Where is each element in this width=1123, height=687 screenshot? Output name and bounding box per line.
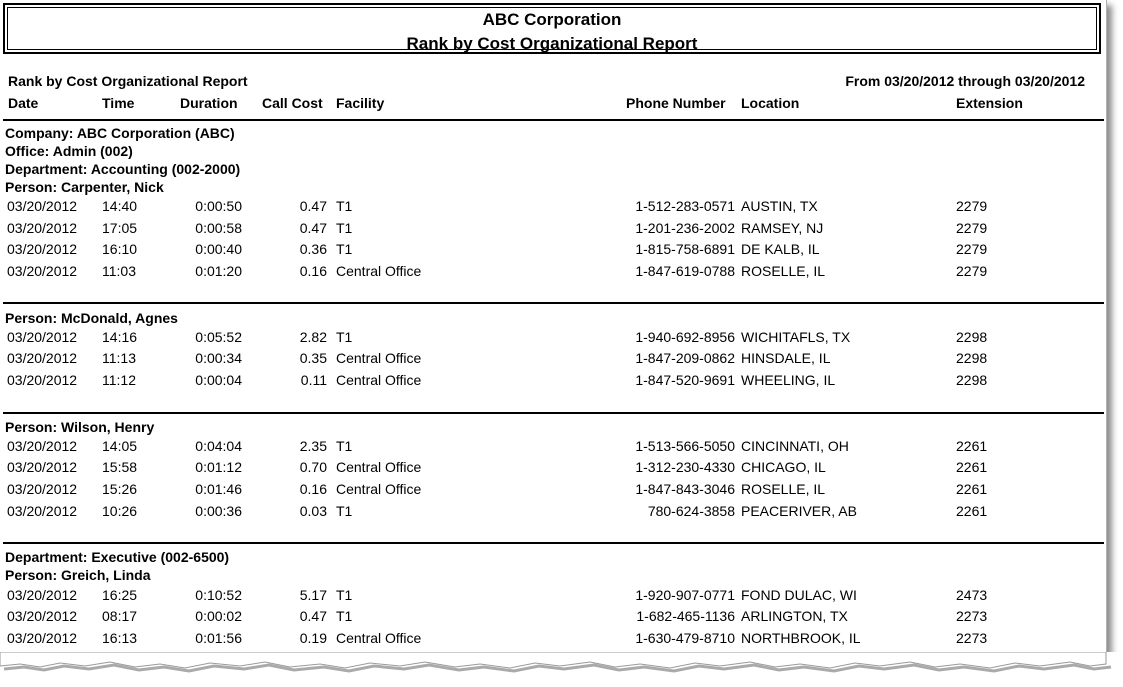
- cell-location: DE KALB, IL: [741, 241, 820, 257]
- table-row: [0, 630, 1106, 650]
- cell-location: ROSELLE, IL: [741, 481, 826, 497]
- column-header-phone-number: Phone Number: [626, 95, 726, 111]
- column-header-location: Location: [741, 95, 800, 111]
- cell-time: 15:58: [102, 459, 138, 475]
- person-heading: Person: McDonald, Agnes: [5, 310, 178, 326]
- column-header-date: Date: [8, 95, 39, 111]
- table-row: [0, 459, 1106, 479]
- cell-phone-number: 1-682-465-1136: [636, 608, 735, 624]
- cell-date: 03/20/2012: [7, 241, 78, 257]
- cell-facility: T1: [336, 220, 353, 236]
- cell-date: 03/20/2012: [7, 198, 78, 214]
- cell-location: PEACERIVER, AB: [741, 503, 857, 519]
- cell-time: 17:05: [102, 220, 138, 236]
- cell-extension: 2279: [956, 241, 988, 257]
- cell-call-cost: 2.35: [299, 438, 327, 454]
- cell-phone-number: 1-847-520-9691: [635, 372, 735, 388]
- cell-facility: Central Office: [336, 350, 422, 366]
- cell-call-cost: 0.47: [299, 198, 327, 214]
- cell-date: 03/20/2012: [7, 608, 78, 624]
- cell-facility: T1: [336, 608, 353, 624]
- cell-call-cost: 0.19: [299, 630, 327, 646]
- cell-extension: 2298: [956, 329, 988, 345]
- cell-duration: 0:01:20: [195, 263, 242, 279]
- cell-phone-number: 1-513-566-5050: [635, 438, 735, 454]
- cell-phone-number: 1-847-209-0862: [635, 350, 735, 366]
- cell-extension: 2261: [956, 459, 988, 475]
- cell-facility: T1: [336, 587, 353, 603]
- cell-location: WICHITAFLS, TX: [741, 329, 851, 345]
- cell-date: 03/20/2012: [7, 220, 78, 236]
- report-title-box: [3, 3, 1101, 54]
- report-title: Rank by Cost Organizational Report: [406, 34, 698, 53]
- cell-facility: T1: [336, 329, 353, 345]
- cell-phone-number: 1-201-236-2002: [635, 220, 735, 236]
- cell-time: 14:16: [102, 329, 138, 345]
- cell-call-cost: 0.11: [300, 372, 327, 388]
- cell-time: 11:13: [102, 350, 136, 366]
- cell-facility: Central Office: [336, 372, 422, 388]
- cell-date: 03/20/2012: [7, 350, 78, 366]
- cell-duration: 0:01:46: [195, 481, 242, 497]
- cell-phone-number: 1-512-283-0571: [635, 198, 735, 214]
- cell-duration: 0:05:52: [195, 329, 242, 345]
- cell-duration: 0:00:58: [195, 220, 242, 236]
- cell-call-cost: 5.17: [299, 587, 327, 603]
- cell-duration: 0:00:02: [195, 608, 242, 624]
- cell-extension: 2261: [956, 438, 988, 454]
- cell-date: 03/20/2012: [7, 372, 78, 388]
- cell-facility: T1: [336, 503, 353, 519]
- section-divider: [3, 542, 1104, 544]
- date-range: From 03/20/2012 through 03/20/2012: [845, 73, 1085, 89]
- cell-location: ARLINGTON, TX: [741, 608, 848, 624]
- cell-facility: Central Office: [336, 630, 422, 646]
- cell-time: 15:26: [102, 481, 138, 497]
- cell-duration: 0:10:52: [195, 587, 242, 603]
- cell-location: CHICAGO, IL: [741, 459, 826, 475]
- cell-phone-number: 1-630-479-8710: [635, 630, 735, 646]
- cell-facility: Central Office: [336, 481, 422, 497]
- cell-duration: 0:01:56: [195, 630, 242, 646]
- cell-extension: 2261: [956, 503, 988, 519]
- section-divider: [3, 302, 1104, 304]
- cell-extension: 2261: [956, 481, 988, 497]
- section-divider: [3, 412, 1104, 414]
- department-heading: Department: Accounting (002-2000): [5, 161, 241, 177]
- cell-extension: 2298: [956, 372, 988, 388]
- cell-location: AUSTIN, TX: [741, 198, 818, 214]
- cell-time: 14:40: [102, 198, 138, 214]
- cell-duration: 0:00:40: [195, 241, 242, 257]
- cell-date: 03/20/2012: [7, 263, 78, 279]
- person-heading: Person: Greich, Linda: [5, 567, 151, 583]
- cell-time: 16:10: [102, 241, 138, 257]
- cell-call-cost: 0.16: [299, 263, 327, 279]
- table-row: [0, 438, 1106, 458]
- cell-date: 03/20/2012: [7, 630, 78, 646]
- cell-duration: 0:00:50: [195, 198, 242, 214]
- cell-call-cost: 0.03: [299, 503, 327, 519]
- cell-duration: 0:00:36: [195, 503, 242, 519]
- cell-date: 03/20/2012: [7, 459, 78, 475]
- company-heading: Company: ABC Corporation (ABC): [5, 125, 235, 141]
- table-row: [0, 220, 1106, 240]
- cell-time: 14:05: [102, 438, 138, 454]
- table-row: [0, 241, 1106, 261]
- cell-call-cost: 0.47: [299, 608, 327, 624]
- cell-extension: 2279: [956, 263, 988, 279]
- cell-call-cost: 0.35: [299, 350, 327, 366]
- cell-time: 10:26: [102, 503, 138, 519]
- torn-edge: [0, 652, 1123, 687]
- column-header-time: Time: [102, 95, 135, 111]
- office-heading: Office: Admin (002): [5, 143, 133, 159]
- cell-call-cost: 0.70: [299, 459, 327, 475]
- cell-duration: 0:01:12: [195, 459, 242, 475]
- table-row: [0, 587, 1106, 607]
- cell-extension: 2273: [956, 608, 988, 624]
- cell-duration: 0:00:34: [195, 350, 242, 366]
- cell-date: 03/20/2012: [7, 438, 78, 454]
- cell-extension: 2279: [956, 220, 988, 236]
- person-heading: Person: Carpenter, Nick: [5, 179, 164, 195]
- table-row: [0, 608, 1106, 628]
- cell-facility: Central Office: [336, 459, 422, 475]
- cell-time: 08:17: [102, 608, 138, 624]
- cell-time: 16:13: [102, 630, 138, 646]
- cell-location: ROSELLE, IL: [741, 263, 826, 279]
- table-row: [0, 372, 1106, 392]
- table-row: [0, 481, 1106, 501]
- cell-duration: 0:04:04: [195, 438, 242, 454]
- column-header-facility: Facility: [336, 95, 385, 111]
- cell-time: 11:12: [102, 372, 136, 388]
- table-row: [0, 329, 1106, 349]
- company-title: ABC Corporation: [482, 10, 622, 29]
- table-row: [0, 503, 1106, 523]
- cell-location: CINCINNATI, OH: [741, 438, 849, 454]
- cell-phone-number: 1-815-758-6891: [635, 241, 735, 257]
- cell-phone-number: 1-847-843-3046: [635, 481, 735, 497]
- cell-extension: 2273: [956, 630, 988, 646]
- cell-call-cost: 0.36: [299, 241, 327, 257]
- cell-phone-number: 1-920-907-0771: [635, 587, 735, 603]
- cell-time: 11:03: [102, 263, 136, 279]
- cell-location: RAMSEY, NJ: [741, 220, 824, 236]
- cell-call-cost: 2.82: [299, 329, 327, 345]
- cell-location: HINSDALE, IL: [741, 350, 831, 366]
- cell-facility: T1: [336, 241, 353, 257]
- cell-facility: Central Office: [336, 263, 422, 279]
- cell-time: 16:25: [102, 587, 138, 603]
- department-heading: Department: Executive (002-6500): [5, 549, 230, 565]
- cell-phone-number: 1-940-692-8956: [635, 329, 735, 345]
- person-heading: Person: Wilson, Henry: [5, 419, 155, 435]
- table-row: [0, 350, 1106, 370]
- cell-phone-number: 780-624-3858: [647, 503, 735, 519]
- table-row: [0, 198, 1106, 218]
- cell-call-cost: 0.16: [299, 481, 327, 497]
- cell-location: NORTHBROOK, IL: [741, 630, 861, 646]
- cell-facility: T1: [336, 198, 353, 214]
- cell-date: 03/20/2012: [7, 587, 78, 603]
- table-row: [0, 263, 1106, 283]
- cell-duration: 0:00:04: [195, 372, 242, 388]
- cell-phone-number: 1-312-230-4330: [635, 459, 735, 475]
- column-header-call-cost: Call Cost: [262, 95, 323, 111]
- report-label: Rank by Cost Organizational Report: [8, 73, 248, 89]
- cell-date: 03/20/2012: [7, 329, 78, 345]
- column-header-duration: Duration: [180, 95, 238, 111]
- cell-phone-number: 1-847-619-0788: [635, 263, 735, 279]
- cell-location: FOND DULAC, WI: [741, 587, 857, 603]
- cell-date: 03/20/2012: [7, 503, 78, 519]
- cell-call-cost: 0.47: [299, 220, 327, 236]
- cell-location: WHEELING, IL: [741, 372, 836, 388]
- cell-facility: T1: [336, 438, 353, 454]
- cell-extension: 2279: [956, 198, 988, 214]
- column-header-extension: Extension: [956, 95, 1023, 111]
- cell-extension: 2473: [956, 587, 988, 603]
- cell-date: 03/20/2012: [7, 481, 78, 497]
- section-divider: [3, 119, 1104, 121]
- cell-extension: 2298: [956, 350, 988, 366]
